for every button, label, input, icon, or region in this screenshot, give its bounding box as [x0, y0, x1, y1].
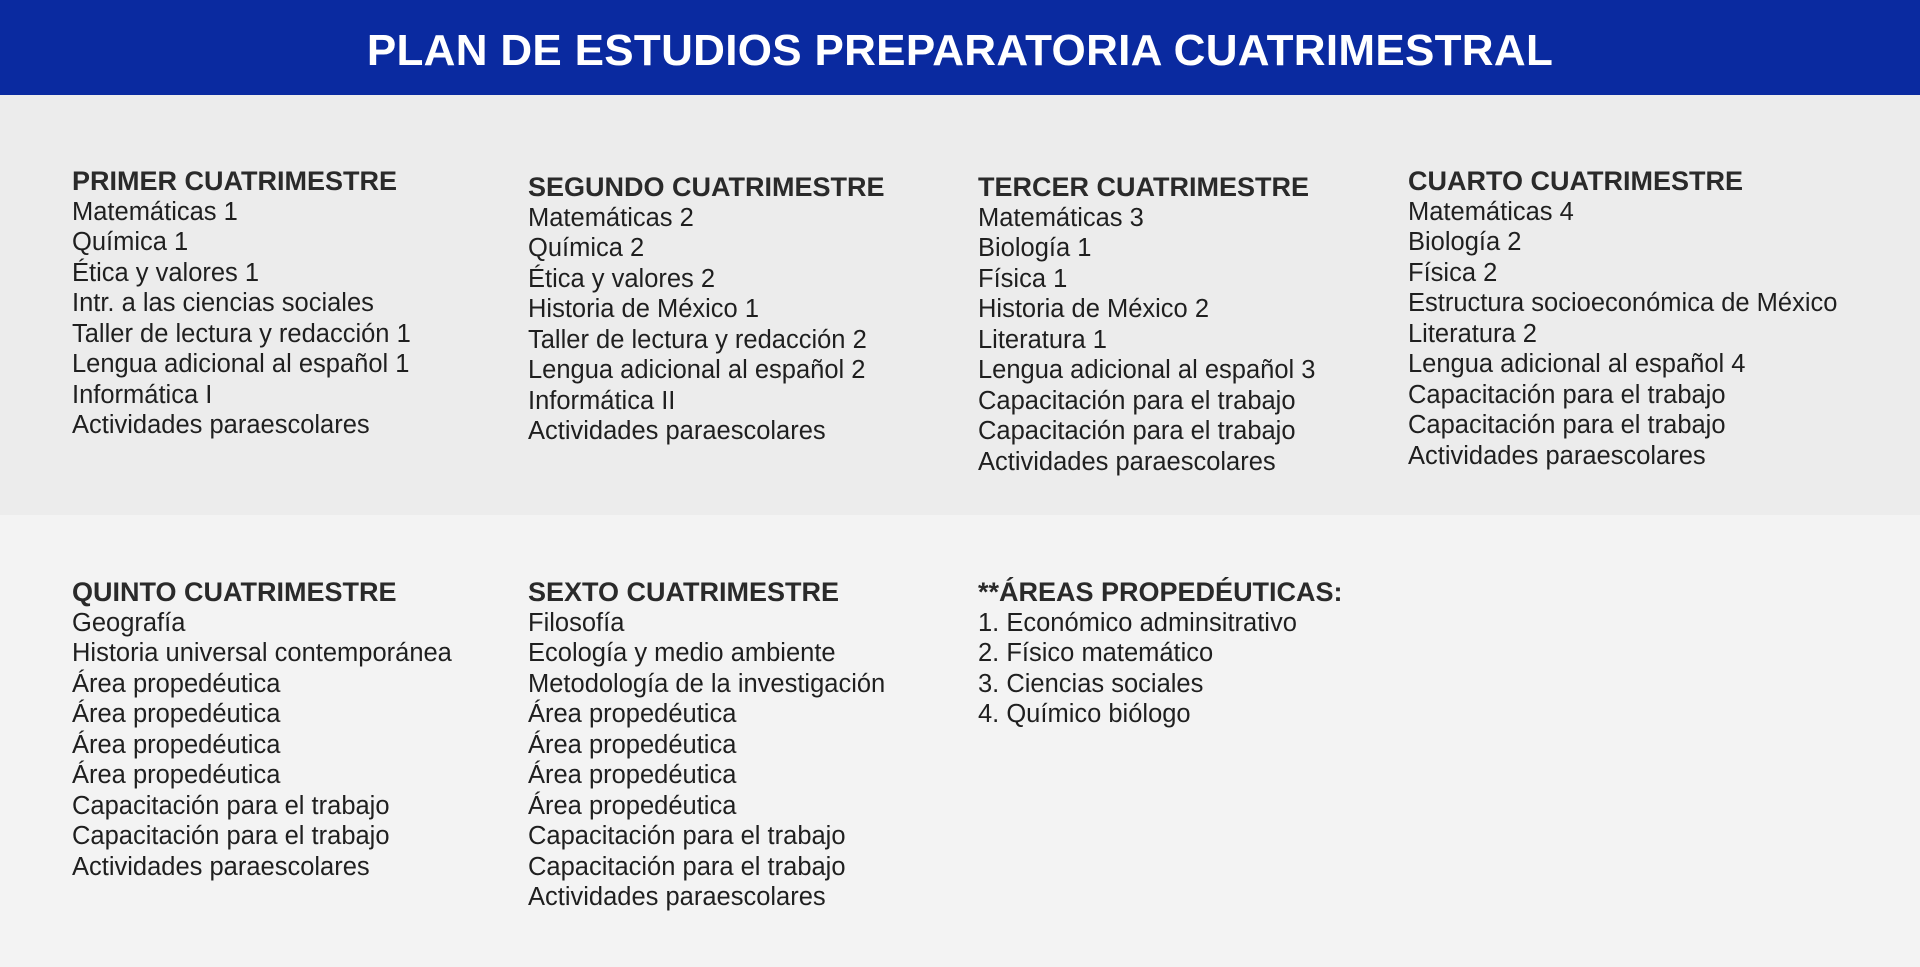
subject-item: Actividades paraescolares: [72, 852, 370, 881]
subject-item: Lengua adicional al español 1: [72, 350, 410, 378]
subject-item: Química 2: [528, 234, 645, 262]
propaedeutic-areas-column: [978, 577, 1438, 730]
subject-item: Literatura 1: [978, 325, 1107, 354]
subject-item: Ética y valores 1: [72, 258, 260, 287]
semester-title: PRIMER CUATRIMESTRE: [72, 166, 398, 196]
semester-title: SEXTO CUATRIMESTRE: [528, 577, 840, 607]
semester-title: QUINTO CUATRIMESTRE: [72, 577, 397, 607]
subject-item: Historia universal contemporánea: [72, 639, 452, 667]
subject-item: Actividades paraescolares: [528, 883, 826, 911]
subject-item: Capacitación para el trabajo: [1408, 380, 1726, 409]
subject-item: Química 1: [72, 228, 189, 256]
semester-column-4: [1408, 166, 1868, 471]
subject-item: Informática II: [528, 386, 676, 415]
subject-item: Capacitación para el trabajo: [72, 791, 390, 820]
area-item: 1. Económico adminsitrativo: [978, 608, 1297, 637]
subject-item: Ecología y medio ambiente: [528, 639, 836, 667]
semester-title: CUARTO CUATRIMESTRE: [1408, 166, 1743, 196]
semester-column-5: [72, 577, 532, 882]
subject-item: Capacitación para el trabajo: [528, 822, 846, 850]
subject-item: Biología 2: [1408, 228, 1522, 256]
subject-item: Capacitación para el trabajo: [72, 822, 390, 850]
subject-item: Física 2: [1408, 258, 1498, 287]
semester-title: SEGUNDO CUATRIMESTRE: [528, 172, 885, 202]
subject-list: [72, 197, 532, 441]
subject-list: [72, 608, 532, 883]
subject-item: Geografía: [72, 608, 186, 637]
area-item: 2. Físico matemático: [978, 639, 1214, 667]
subject-item: Área propedéutica: [528, 761, 737, 789]
subject-item: Lengua adicional al español 3: [978, 356, 1316, 384]
subject-item: Matemáticas 3: [978, 203, 1144, 232]
subject-item: Filosofía: [528, 608, 625, 637]
subject-list: [1408, 197, 1868, 472]
semester-column-3: [978, 172, 1438, 477]
subject-item: Matemáticas 2: [528, 203, 694, 232]
subject-item: Área propedéutica: [72, 730, 281, 759]
subject-item: Metodología de la investigación: [528, 669, 886, 698]
propaedeutic-areas-title: **ÁREAS PROPEDÉUTICAS:: [978, 577, 1343, 607]
subject-item: Actividades paraescolares: [1408, 441, 1706, 470]
subject-item: Matemáticas 4: [1408, 197, 1574, 226]
header-bar: [0, 0, 1920, 95]
subject-item: Área propedéutica: [528, 700, 737, 728]
subject-item: Biología 1: [978, 234, 1092, 262]
subject-item: Capacitación para el trabajo: [528, 852, 846, 881]
subject-list: [528, 608, 988, 913]
subject-item: Actividades paraescolares: [978, 447, 1276, 476]
subject-item: Historia de México 2: [978, 295, 1210, 323]
subject-item: Lengua adicional al español 4: [1408, 350, 1746, 378]
subject-item: Matemáticas 1: [72, 197, 238, 226]
semester-title: TERCER CUATRIMESTRE: [978, 172, 1310, 202]
subject-item: Área propedéutica: [528, 791, 737, 820]
subject-item: Estructura socioeconómica de México: [1408, 289, 1838, 317]
semester-column-6: [528, 577, 988, 913]
subject-item: Intr. a las ciencias sociales: [72, 289, 374, 317]
area-item: 3. Ciencias sociales: [978, 669, 1204, 698]
subject-item: Capacitación para el trabajo: [978, 386, 1296, 415]
propaedeutic-areas-list: [978, 608, 1438, 730]
subject-item: Área propedéutica: [72, 700, 281, 728]
subject-item: Área propedéutica: [72, 669, 281, 698]
subject-item: Área propedéutica: [528, 730, 737, 759]
page-title: PLAN DE ESTUDIOS PREPARATORIA CUATRIMESTRAL: [366, 25, 1554, 75]
subject-item: Literatura 2: [1408, 319, 1537, 348]
subject-item: Ética y valores 2: [528, 264, 716, 293]
subject-list: [528, 203, 988, 447]
subject-item: Historia de México 1: [528, 295, 760, 323]
semester-column-1: [72, 166, 532, 441]
area-item: 4. Químico biólogo: [978, 700, 1191, 728]
subject-list: [978, 203, 1438, 478]
semester-column-2: [528, 172, 988, 447]
subject-item: Actividades paraescolares: [72, 411, 370, 439]
subject-item: Informática I: [72, 380, 213, 409]
subject-item: Física 1: [978, 264, 1068, 293]
subject-item: Capacitación para el trabajo: [1408, 411, 1726, 439]
subject-item: Lengua adicional al español 2: [528, 356, 866, 384]
subject-item: Taller de lectura y redacción 1: [72, 319, 411, 348]
subject-item: Actividades paraescolares: [528, 417, 826, 445]
subject-item: Capacitación para el trabajo: [978, 417, 1296, 445]
subject-item: Taller de lectura y redacción 2: [528, 325, 867, 354]
subject-item: Área propedéutica: [72, 761, 281, 789]
